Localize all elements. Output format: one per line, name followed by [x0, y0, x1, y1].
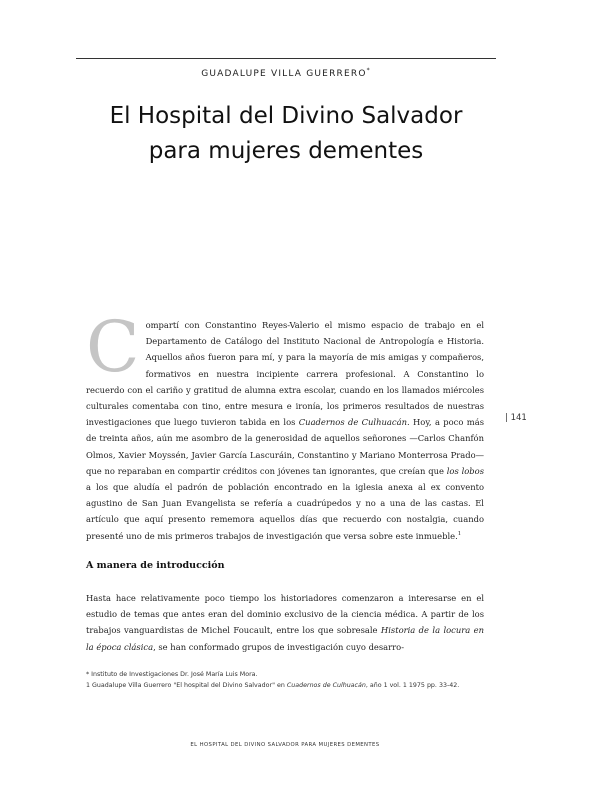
- drop-cap: C: [86, 306, 140, 388]
- title-line-2: para mujeres dementes: [148, 138, 424, 164]
- intro-paragraph: [86, 306, 485, 544]
- article-title: [60, 99, 512, 169]
- section-paragraph: [86, 590, 484, 655]
- title-line-1: El Hospital del Divino Salvador: [109, 103, 463, 129]
- footnote-affiliation: * Instituto de Investigaciones Dr. José María Luis Mora.: [86, 671, 258, 678]
- header-rule: [76, 58, 496, 59]
- page-number: | 141: [505, 413, 527, 423]
- author-name: GUADALUPE VILLA GUERRERO: [201, 69, 367, 79]
- intro-italic-term: los lobos: [446, 465, 485, 476]
- footnotes: [86, 669, 484, 691]
- section-text-part-2: , se han conformado grupos de investigación cuyo desarro-: [153, 641, 405, 652]
- intro-text: [86, 306, 485, 544]
- footnote-1-prefix: 1 Guadalupe Villa Guerrero "El hospital del Divino Salvador" en: [86, 682, 287, 689]
- intro-text-part-3: a los que aludía el padrón de población encontrado en la iglesia anexa al ex convento agustino de San Juan Evangelista se refería a cuadrúpedos y no a una de las castas. El artículo que aquí presento rememora aquellos días que recuerdo con nostalgia, cuando presenté uno de mis primeros trabajos de investigación que versa sobre este inmueble.: [86, 482, 484, 541]
- footnote-1-suffix: , año 1 vol. 1 1975 pp. 33-42.: [365, 682, 460, 689]
- intro-text-part-2: . Hoy, a poco más de treinta años, aún me asombro de la generosidad de aquellos señorones —Carlos Chanfón Olmos, Xavier Moyssén, Javier García Lascuráin, Constantino y Mariano Monterrosa Prado— que no reparaban en compartir créditos con jóvenes tan ignorantes, que creían que: [86, 417, 484, 476]
- section-text: [86, 590, 484, 655]
- author-line: [76, 67, 496, 79]
- section-heading: A manera de introducción: [86, 560, 225, 571]
- intro-text-part-1: ompartí con Constantino Reyes-Valerio el mismo espacio de trabajo en el Departamento de Catálogo del Instituto Nacional de Antropología e Historia. Aquellos años fueron para mí, y para la mayoría de mis amigas y compañeros, formativos en nuestra incipiente carrera profesional. A Constantino lo recuerdo con el cariño y gratitud de alumna extra escolar, cuando en los llamados miércoles culturales comentaba con tino, entre mesura e ironía, los primeros resultados de nuestras investigaciones que luego tuvieron tabida en los: [86, 320, 484, 428]
- footnote-1-journal: Cuadernos de Culhuacán: [286, 682, 366, 689]
- footnote-reference: 1: [457, 530, 462, 537]
- section-text-part-1: Hasta hace relativamente poco tiempo los historiadores comenzaron a interesarse en el estudio de temas que antes eran del dominio exclusivo de la ciencia médica. A partir de los trabajos vanguardistas de Michel Foucault, entre los que sobresale: [86, 593, 484, 636]
- footnote-1: [86, 680, 484, 691]
- running-footer: EL HOSPITAL DEL DIVINO SALVADOR PARA MUJERES DEMENTES: [190, 742, 380, 748]
- section-book-title: Historia de la locura en la época clásica: [86, 625, 484, 652]
- author-footnote-mark: *: [366, 67, 371, 74]
- intro-journal-title: Cuadernos de Culhuacán: [298, 417, 407, 428]
